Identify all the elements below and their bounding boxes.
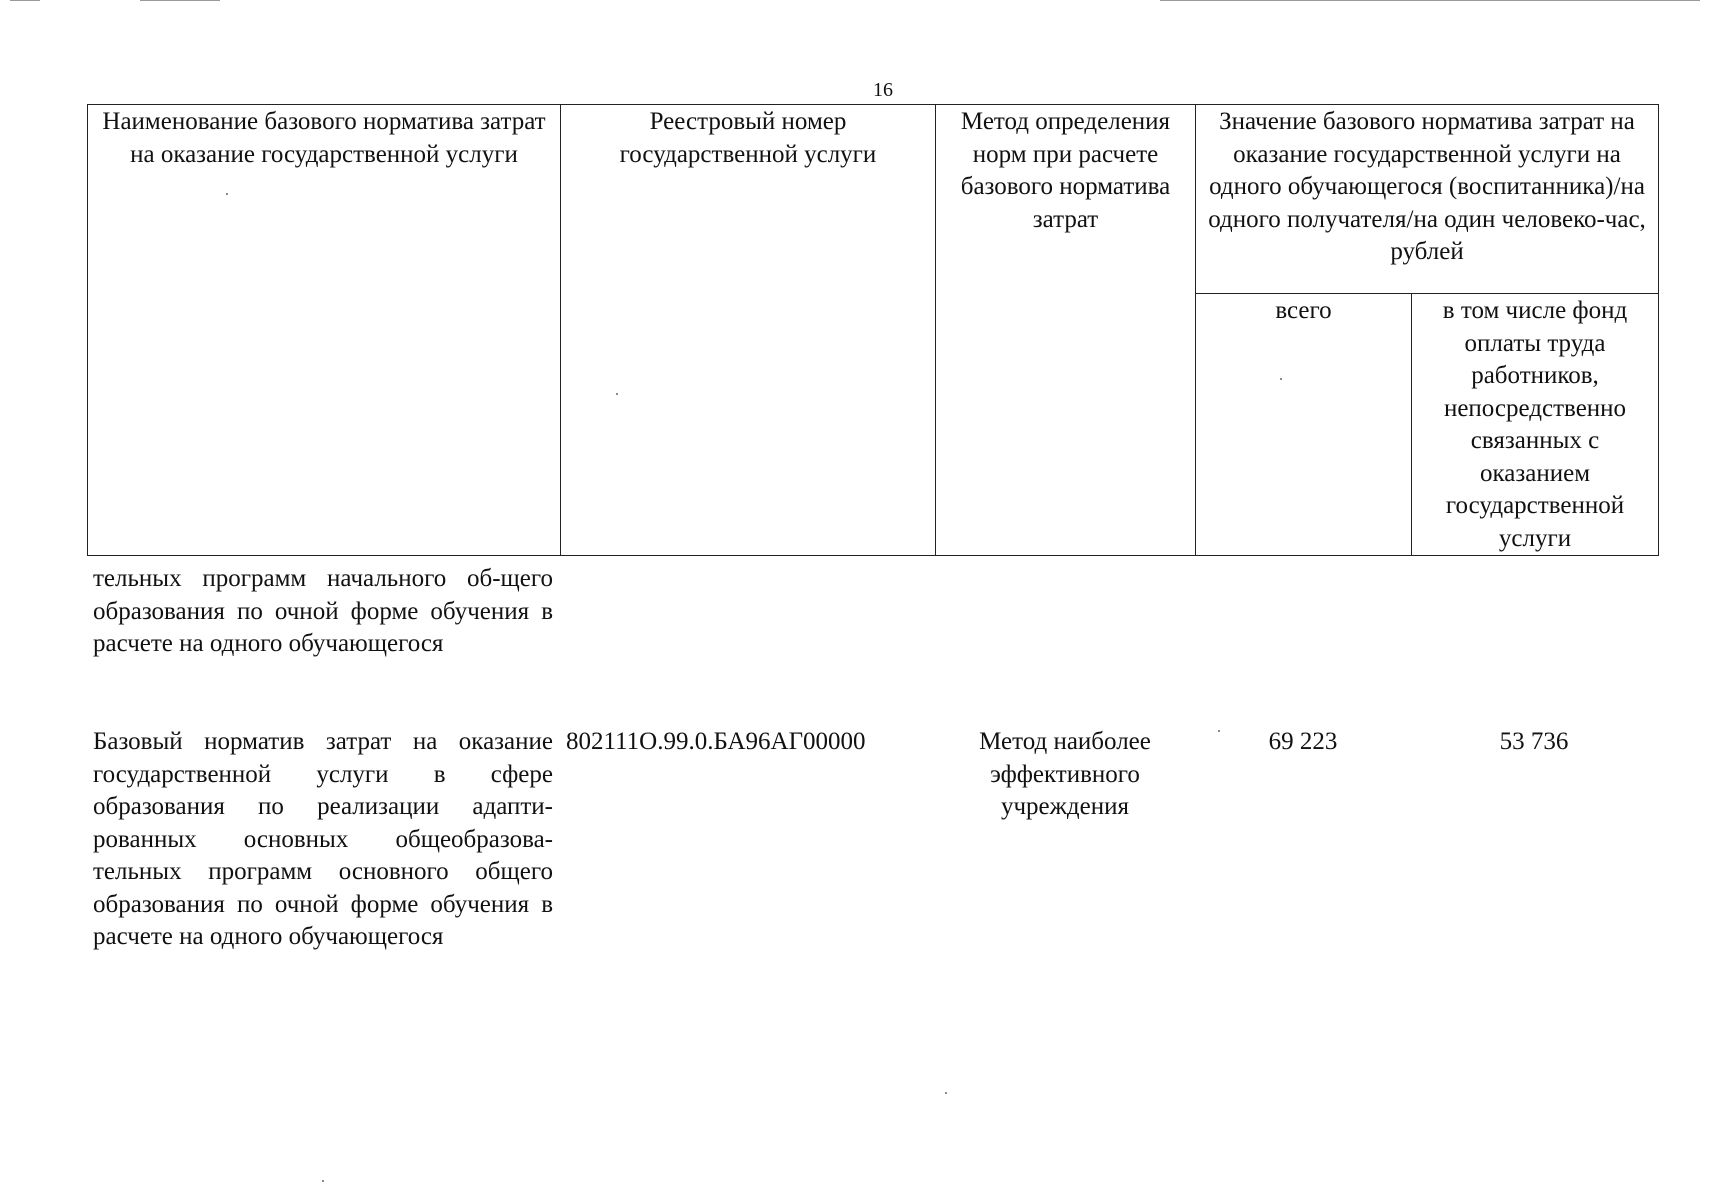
scan-speck [322,1180,324,1182]
row-name-cell: тельных программ начального об-щего образования по очной форме обучения в расчете на одного обучающегося [93,565,553,657]
row-payroll-cell: 53 736 [1499,728,1569,755]
scan-speck [1280,378,1282,380]
header-cell-value-group: Значение базового норматива затрат на оказание государственной услуги на одного обучающегося (воспитанника)/на одного получателя/на один человеко-час, рублей [1196,105,1659,294]
scan-speck [1218,730,1220,732]
header-cell-total: всего [1196,294,1412,556]
table-header [87,104,1659,556]
row-registry-cell: 802111О.99.0.БА96АГ00000 [566,728,866,755]
scan-artifact-line [140,0,220,1]
scan-artifact-line [1160,0,1700,1]
scan-speck [226,193,228,195]
table-header-row [88,105,1659,294]
header-cell-name: Наименование базового норматива затрат на оказание государственной услуги [88,105,561,556]
header-cell-payroll: в том числе фонд оплаты труда работников, непосредственно связанных с оказанием государственной услуги [1412,294,1659,556]
page-number: 16 [873,79,893,101]
scan-speck [616,393,618,395]
header-cell-method: Метод определения норм при расчете базового норматива затрат [936,105,1196,556]
row-method-cell: Метод наиболее эффективного учреждения [979,728,1151,820]
row-total-cell: 69 223 [1268,728,1338,755]
row-name-cell: Базовый норматив затрат на оказание государственной услуги в сфере образования по реализации адапти-рованных основных общеобразова-тельных программ основного общего образования по очной форме обучения в расчете на одного обучающегося [93,728,553,950]
header-cell-registry: Реестровый номер государственной услуги [561,105,936,556]
scan-artifact-line [10,0,40,1]
scan-speck [945,1092,947,1094]
